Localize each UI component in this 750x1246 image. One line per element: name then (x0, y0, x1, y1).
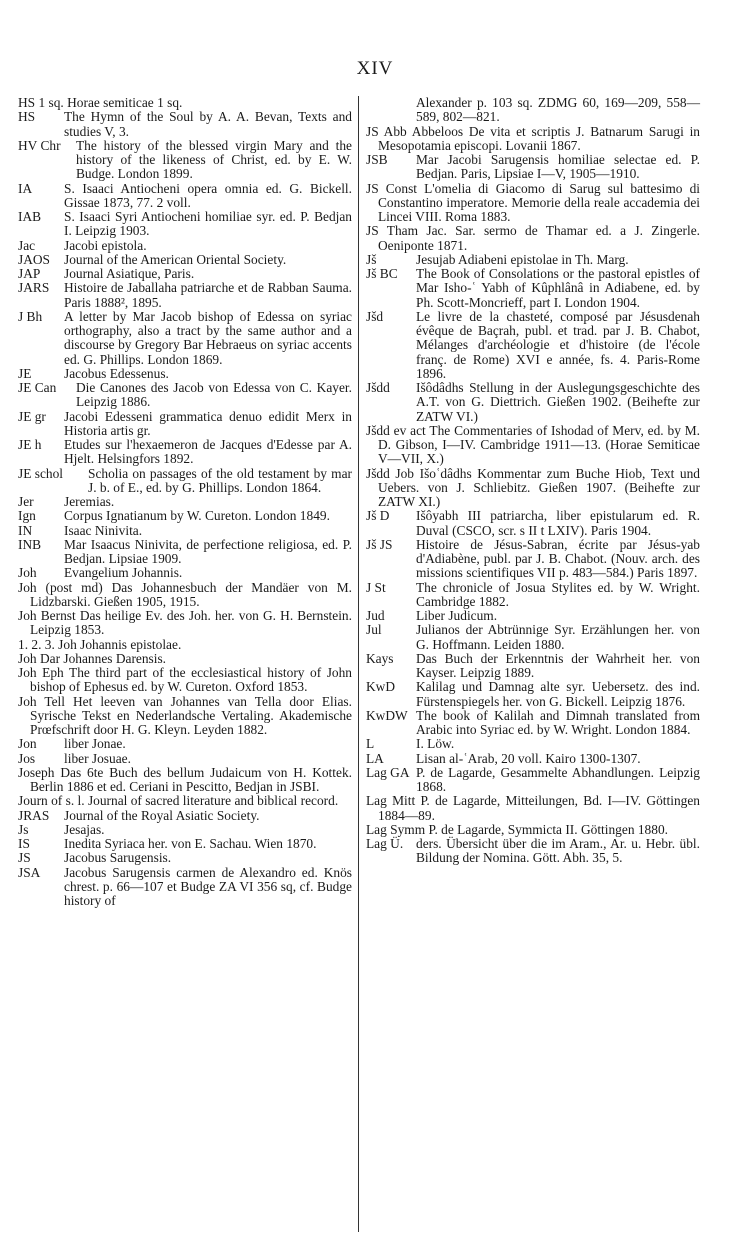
entry-text: liber Josuae. (64, 750, 131, 766)
entry-abbreviation: JS Tham (366, 223, 418, 239)
entry-abbreviation: Jš D (366, 508, 390, 524)
entry-text: Julianos der Abtrünnige Syr. Erzählungen her. von G. Hoffmann. Leiden 1880. (416, 622, 700, 652)
entry-text: Scholia on passages of the old testament by mar J. b. of E., ed. by G. Phillips. London 1864. (88, 465, 352, 495)
bibliography-entry (18, 638, 352, 652)
bibliography-entry (366, 509, 700, 538)
entry-abbreviation: Lag Ü. (366, 836, 404, 851)
entry-abbreviation: IA (18, 180, 33, 196)
entry-text: Histoire de Jaballaha patriarche et de Rabban Sauma. Paris 1888², 1895. (64, 280, 352, 310)
entry-text: Horae semiticae 1 sq. (67, 95, 183, 110)
entry-abbreviation: Jšd (366, 308, 384, 324)
bibliography-entry (18, 495, 352, 509)
entry-abbreviation: Lag Symm (366, 821, 426, 837)
entry-text: Le livre de la chasteté, composé par Jésusdenah évêque de Baçrah, publ. et trad. par J. B. Chabot, Mélanges d'archéologie et d'histoire (de l'école franç. de Rome) XVI e année, fs. 4. Paris-Rome 1896. (416, 308, 700, 381)
bibliography-entry (18, 210, 352, 239)
bibliography-entry (18, 96, 352, 110)
bibliography-entry (366, 752, 700, 766)
entry-text: Mar Jacobi Sarugensis homiliae selectae ed. P. Bedjan. Paris, Lipsiae I—V, 1905—1910. (416, 152, 700, 182)
entry-text: The Hymn of the Soul by A. A. Bevan, Texts and studies V, 3. (64, 109, 352, 139)
entry-text: A letter by Mar Jacob bishop of Edessa on syriac orthography, also a tract by the same author and a discourse by Gregory Bar Hebraeus on syriac accents ed. G. Phillips. London 1869. (64, 308, 352, 367)
entry-text: The Book of Consolations or the pastoral epistles of Mar Isho-ʿ Yabh of Kûphlânâ in Adiabene, ed. by Ph. Scott-Moncrieff, part I. London 1904. (416, 266, 700, 310)
bibliography-entry (366, 609, 700, 623)
bibliography-entry (366, 253, 700, 267)
entry-abbreviation: Lag GA (366, 764, 410, 780)
entry-abbreviation: Joseph (18, 764, 55, 780)
entry-text: P. de Lagarde, Symmicta II. Göttingen 1880. (428, 821, 668, 837)
bibliography-entry (18, 538, 352, 567)
bibliography-entry (366, 652, 700, 681)
column-divider (358, 96, 359, 1232)
entry-abbreviation: Joh Bernst (18, 608, 76, 623)
bibliography-entry (18, 509, 352, 523)
entry-abbreviation: Ign (18, 508, 36, 524)
bibliography-entry (18, 851, 352, 865)
bibliography-entry (366, 310, 700, 381)
entry-abbreviation: Joh (18, 565, 37, 581)
bibliography-entry (366, 381, 700, 424)
bibliography-entry (366, 267, 700, 310)
bibliography-entry (18, 239, 352, 253)
entry-abbreviation: Jšdd Job (366, 465, 415, 481)
entry-abbreviation: Joh (post md) (18, 579, 103, 595)
bibliography-entry (18, 823, 352, 837)
bibliography-entry (18, 766, 352, 795)
bibliography-entry (18, 410, 352, 439)
bibliography-entry (366, 623, 700, 652)
entry-text: Das 6te Buch des bellum Judaicum von H. Kottek. Berlin 1886 et ed. Ceriani in Pescitto, Bedjan in JSBI. (30, 764, 352, 794)
page-number: XIV (356, 58, 394, 79)
bibliography-entry (18, 609, 352, 638)
bibliography-entry (366, 538, 700, 581)
bibliography-entry (366, 823, 700, 837)
entry-text: The chronicle of Josua Stylites ed. by W. Wright. Cambridge 1882. (416, 579, 700, 609)
entry-text: S. Isaaci Antiocheni opera omnia ed. G. Bickell. Gissae 1873, 77. 2 voll. (64, 180, 352, 210)
entry-text: Liber Judicum. (416, 608, 498, 623)
entry-abbreviation: J St (366, 579, 386, 595)
entry-abbreviation: Joh Tell (18, 693, 65, 709)
entry-text: Journal of the American Oriental Society. (64, 251, 287, 267)
entry-text: Het leeven van Johannes van Tella door Elias. Syrische Tekst en Nederlandsche Vertaling. Akademische Prœfschrift door H. G. Kleyn. Leyden 1882. (30, 693, 352, 737)
entry-text: Evangelium Johannis. (64, 565, 183, 581)
bibliography-entry (18, 182, 352, 211)
bibliography-entry (18, 752, 352, 766)
bibliography-entry (18, 666, 352, 695)
entry-abbreviation: JRAS (18, 807, 50, 823)
entry-abbreviation: Jos (18, 750, 36, 766)
entry-abbreviation: J Bh (18, 308, 43, 324)
entry-abbreviation: IS (18, 836, 30, 851)
entry-text: Journal Asiatique, Paris. (64, 266, 195, 281)
bibliography-entry (18, 139, 352, 182)
entry-text: Lisan al-ʿArab, 20 voll. Kairo 1300-1307. (416, 750, 641, 766)
entry-abbreviation: Jš JS (366, 536, 393, 552)
bibliography-entry (366, 153, 700, 182)
entry-text: Das heilige Ev. des Joh. her. von G. H. Bernstein. Leipzig 1853. (30, 608, 352, 638)
entry-abbreviation: Joh Dar (18, 650, 61, 666)
entry-text: Jacobus Sarugensis carmen de Alexandro ed. Knös chrest. p. 66—107 et Budge ZA VI 356 sq, cf. Budge history of (64, 864, 352, 908)
entry-abbreviation: Jud (366, 608, 385, 623)
entry-text: Jacobus Edessenus. (64, 365, 169, 381)
entry-abbreviation: Jš (366, 251, 377, 267)
entry-text: Die Canones des Jacob von Edessa von C. Kayer. Leipzig 1886. (76, 380, 352, 410)
entry-text: Jacobi Edesseni grammatica denuo edidit Merx in Historia artis gr. (64, 408, 352, 438)
entry-abbreviation: IN (18, 522, 33, 538)
entry-abbreviation: IAB (18, 209, 42, 224)
entry-text: Alexander p. 103 sq. ZDMG 60, 169—209, 558—589, 802—821. (416, 95, 700, 125)
entry-text: The history of the blessed virgin Mary and the history of the likeness of Christ, ed. by E. W. Budge. London 1899. (76, 137, 352, 182)
entry-text: Mar Isaacus Ninivita, de perfectione religiosa, ed. P. Bedjan. Lipsiae 1909. (64, 536, 352, 566)
bibliography-entry (366, 766, 700, 795)
entry-abbreviation: JE Can (18, 380, 57, 395)
bibliography-entry (18, 253, 352, 267)
entry-abbreviation: Kays (366, 650, 394, 666)
entry-abbreviation: JE h (18, 437, 42, 452)
entry-abbreviation: JSA (18, 864, 41, 880)
entry-text: Journal of the Royal Asiatic Society. (64, 807, 260, 823)
bibliography-entry (366, 182, 700, 225)
entry-text: Jeremias. (64, 494, 115, 509)
entry-text: Išoʿdâdhs Kommentar zum Buche Hiob, Text und Uebers. von J. Schliebitz. Gießen 1907. (Beihefte zur ZATW XI.) (378, 465, 700, 509)
entry-abbreviation: JAOS (18, 251, 50, 267)
bibliography-entry (366, 125, 700, 154)
bibliography-entry (18, 809, 352, 823)
bibliography-entry (18, 866, 352, 909)
entry-abbreviation: JE gr (18, 408, 46, 424)
right-column (366, 96, 700, 866)
entry-abbreviation: JE (18, 365, 32, 381)
bibliography-entry (18, 794, 352, 808)
bibliography-entry (18, 467, 352, 496)
entry-text: The book of Kalilah and Dimnah translated from Arabic into Syriac ed. by W. Wright. London 1884. (416, 707, 700, 737)
entry-text: Isaac Ninivita. (64, 522, 143, 538)
entry-text: The third part of the ecclesiastical history of John bishop of Ephesus ed. by W. Cureton. Oxford 1853. (30, 665, 353, 695)
entry-abbreviation: HV Chr (18, 137, 61, 153)
bibliography-entry (18, 652, 352, 666)
entry-text: Histoire de Jésus-Sabran, écrite par Jésus-yab d'Adiabène, publ. par J. B. Chabot. (Nouv. arch. des missions scientifiques VII p. 483—584.) Paris 1897. (416, 536, 700, 581)
bibliography-entry (18, 110, 352, 139)
bibliography-entry (366, 224, 700, 253)
entry-text: Corpus Ignatianum by W. Cureton. London 1849. (64, 508, 330, 524)
entry-abbreviation: JAP (18, 266, 41, 281)
entry-abbreviation: Js (18, 821, 29, 837)
bibliography-entry (18, 310, 352, 367)
entry-abbreviation: Jul (366, 622, 382, 638)
entry-text: ders. Übersicht über die im Aram., Ar. u. Hebr. übl. Bildung der Nomina. Gött. Abh. 35, 5. (416, 836, 700, 866)
bibliography-entry (18, 566, 352, 580)
bibliography-entry (18, 281, 352, 310)
bibliography-entry (366, 96, 700, 125)
entry-abbreviation: Joh Eph (18, 665, 64, 680)
entry-text: Jacobus Sarugensis. (64, 850, 172, 866)
entry-text: The Commentaries of Ishodad of Merv, ed. by M. D. Gibson, I—IV. Cambridge 1911—13. (Horae Semiticae V—VII, X.) (378, 422, 700, 467)
entry-abbreviation: JARS (18, 280, 50, 296)
entry-text: P. de Lagarde, Gesammelte Abhandlungen. Leipzig 1868. (416, 764, 700, 794)
entry-text: Jac. Sar. sermo de Thamar ed. a J. Zingerle. Oeniponte 1871. (378, 223, 700, 253)
entry-text: Kalilag und Damnag alte syr. Uebersetz. des ind. Fürstenspiegels her. von G. Bickell. Leipzig 1876. (416, 679, 700, 709)
entry-text: Johannis epistolae. (80, 636, 182, 652)
entry-abbreviation: L (366, 736, 375, 752)
entry-abbreviation: Jš BC (366, 266, 398, 281)
bibliography-entry (18, 837, 352, 851)
bibliography-entry (18, 737, 352, 751)
entry-abbreviation: JS Abb (366, 123, 407, 139)
entry-abbreviation: JS Const (366, 180, 417, 196)
bibliography-entry (366, 837, 700, 866)
entry-abbreviation: Jšdd (366, 380, 390, 395)
entry-abbreviation: HS 1 sq. (18, 95, 64, 110)
entry-abbreviation: Journ of s. l. (18, 793, 85, 809)
entry-abbreviation: Jac (18, 237, 36, 253)
entry-abbreviation: 1. 2. 3. Joh (18, 636, 77, 652)
entry-text: Išôdâdhs Stellung in der Auslegungsgeschichte des A.T. von G. Diettrich. Gießen 1902. (Beihefte zur ZATW VI.) (416, 380, 700, 424)
entry-text: Das Buch der Erkenntnis der Wahrheit her. von Kayser. Leipzig 1889. (416, 650, 700, 680)
entry-abbreviation: JE schol (18, 465, 64, 481)
entry-text: Inedita Syriaca her. von E. Sachau. Wien 1870. (64, 836, 317, 851)
bibliography-entry (366, 709, 700, 738)
entry-abbreviation: INB (18, 536, 42, 552)
bibliography-entry (18, 438, 352, 467)
bibliography-entry (366, 680, 700, 709)
entry-text: Abbeloos De vita et scriptis J. Batnarum Sarugi in Mesopotamia episcopi. Lovanii 1867. (378, 123, 701, 153)
entry-text: Jesajas. (64, 821, 105, 837)
entry-abbreviation: JS (18, 850, 31, 866)
entry-abbreviation: JSB (366, 152, 388, 167)
entry-text: Jesujab Adiabeni epistolae in Th. Marg. (416, 251, 629, 267)
entry-abbreviation: HS (18, 109, 36, 125)
entry-abbreviation: Lag Mitt (366, 793, 416, 809)
entry-text: Etudes sur l'hexaemeron de Jacques d'Edesse par A. Hjelt. Helsingfors 1892. (64, 437, 352, 467)
bibliography-entry (366, 424, 700, 467)
bibliography-entry (366, 794, 700, 823)
bibliography-entry (366, 467, 700, 510)
entry-text: L'omelia di Giacomo di Sarug sul battesimo di Constantino imperatore. Memorie della reale accademia dei Lincei VIII. Roma 1883. (378, 180, 700, 224)
entry-text: S. Isaaci Syri Antiocheni homiliae syr. ed. P. Bedjan I. Leipzig 1903. (64, 209, 352, 239)
entry-abbreviation: KwDW (366, 707, 408, 723)
bibliography-entry (366, 581, 700, 610)
entry-text: P. de Lagarde, Mitteilungen, Bd. I—IV. Göttingen 1884—89. (378, 793, 700, 823)
entry-text: liber Jonae. (64, 736, 126, 752)
entry-abbreviation: Jer (18, 494, 34, 509)
entry-text: Jacobi epistola. (64, 237, 147, 253)
entry-text: I. Löw. (416, 736, 455, 752)
bibliography-entry (18, 695, 352, 738)
bibliography-entry (18, 524, 352, 538)
bibliography-entry (18, 367, 352, 381)
entry-text: Journal of sacred literature and biblical record. (87, 793, 339, 809)
entry-text: Das Johannesbuch der Mandäer von M. Lidzbarski. Gießen 1905, 1915. (30, 579, 352, 609)
left-column (18, 96, 352, 908)
entry-text: Johannes Darensis. (63, 650, 167, 666)
bibliography-entry (18, 381, 352, 410)
entry-abbreviation: Jon (18, 736, 37, 752)
bibliography-entry (18, 267, 352, 281)
bibliography-entry (366, 737, 700, 751)
entry-abbreviation: KwD (366, 679, 396, 695)
entry-abbreviation: LA (366, 750, 384, 766)
entry-abbreviation: Jšdd ev act (366, 422, 426, 438)
bibliography-entry (18, 581, 352, 610)
entry-text: Išôyabh III patriarcha, liber epistularum ed. R. Duval (CSCO, scr. s II t LXIV). Paris 1904. (416, 508, 700, 538)
